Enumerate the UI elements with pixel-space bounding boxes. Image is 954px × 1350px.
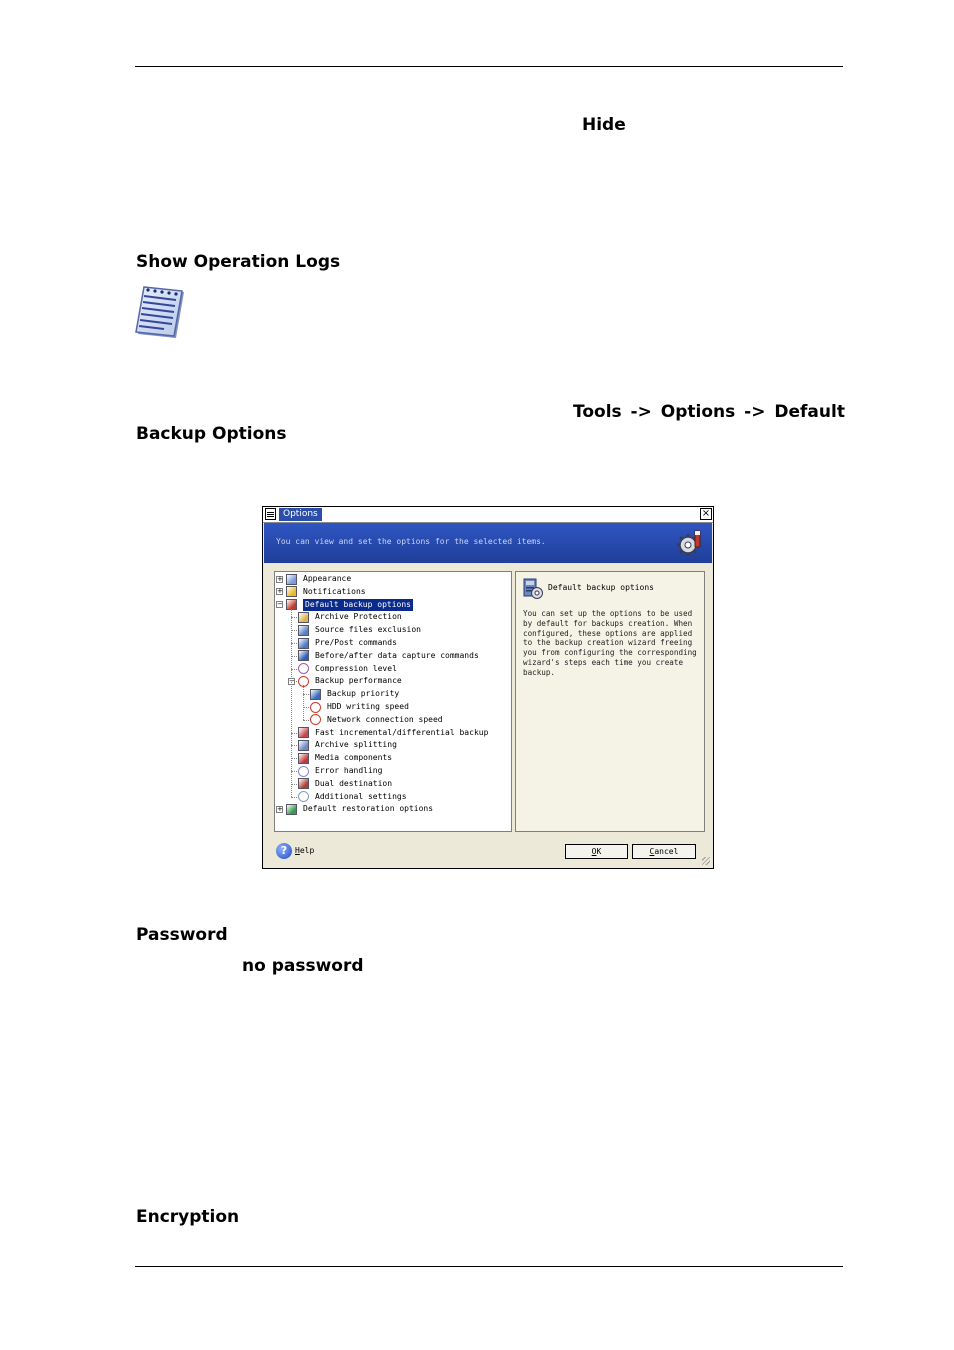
tree-item[interactable] xyxy=(298,739,397,751)
tree-item[interactable] xyxy=(310,688,399,700)
ok-label-rest: K xyxy=(596,847,602,856)
priority-icon xyxy=(310,689,321,700)
tree-connector xyxy=(291,797,297,798)
compression-icon xyxy=(298,663,309,674)
tree-item-label: HDD writing speed xyxy=(327,702,409,711)
tree-connector xyxy=(303,685,304,719)
resize-grip[interactable] xyxy=(702,857,710,865)
options-tree xyxy=(274,571,512,832)
ok-button[interactable] xyxy=(565,844,628,859)
no-password-label: no password xyxy=(242,956,364,976)
lock-icon xyxy=(298,612,309,623)
error-icon xyxy=(298,766,309,777)
tree-item[interactable] xyxy=(298,624,421,636)
fast-backup-icon xyxy=(298,727,309,738)
tree-item[interactable] xyxy=(298,752,392,764)
window-icon xyxy=(298,638,309,649)
tree-item-label: Appearance xyxy=(303,574,352,583)
cancel-label-rest: ancel xyxy=(654,847,679,856)
menu-path-line2: Backup Options xyxy=(136,424,287,444)
help-link[interactable] xyxy=(295,846,314,856)
dialog-titlebar xyxy=(263,507,713,523)
tree-item-label: Fast incremental/differential backup xyxy=(315,727,489,737)
appearance-icon xyxy=(286,574,297,585)
media-icon xyxy=(298,753,309,764)
tree-item[interactable] xyxy=(286,573,351,585)
tree-item-label: Before/after data capture commands xyxy=(315,650,479,660)
tree-item-label: Default backup options xyxy=(305,599,411,609)
tree-connector xyxy=(291,609,292,797)
help-mnemonic: H xyxy=(295,846,300,855)
options-dialog xyxy=(262,506,714,869)
tree-item-label: Pre/Post commands xyxy=(315,638,397,647)
tree-item-label: Notifications xyxy=(303,586,366,596)
dialog-title: Options xyxy=(279,508,322,521)
tree-item[interactable] xyxy=(310,714,443,726)
tree-item[interactable] xyxy=(298,650,479,662)
heading-show-operation-logs: Show Operation Logs xyxy=(136,252,341,272)
system-menu-icon[interactable] xyxy=(265,508,276,520)
tree-item[interactable] xyxy=(298,727,488,739)
cancel-mnemonic: C xyxy=(649,847,655,856)
dual-destination-icon xyxy=(298,778,309,789)
tree-item-label: Archive splitting xyxy=(315,740,397,750)
ok-mnemonic: O xyxy=(591,847,597,856)
description-panel xyxy=(515,571,705,832)
banner-text: You can view and set the options for the selected items. xyxy=(276,537,546,546)
backup-options-icon xyxy=(522,578,544,600)
tree-item-label: Source files exclusion xyxy=(315,625,421,635)
restore-options-icon xyxy=(286,804,297,815)
tree-item-label: Dual destination xyxy=(315,778,393,788)
tree-item[interactable] xyxy=(310,701,409,713)
tree-connector xyxy=(303,720,309,721)
clock-icon xyxy=(310,714,321,725)
tree-item-label: Backup performance xyxy=(315,676,402,686)
tree-item[interactable] xyxy=(298,663,397,675)
tree-item-label: Compression level xyxy=(315,663,397,673)
tree-item-label: Additional settings xyxy=(315,791,407,801)
heading-password: Password xyxy=(136,925,228,945)
settings-icon xyxy=(298,791,309,802)
expand-icon[interactable]: + xyxy=(277,574,283,583)
tree-item[interactable] xyxy=(286,599,413,611)
tree-item[interactable] xyxy=(298,637,397,649)
tree-item-label: Archive Protection xyxy=(315,612,402,622)
heading-encryption: Encryption xyxy=(136,1207,240,1227)
expand-icon[interactable]: + xyxy=(277,804,283,813)
header-rule xyxy=(135,66,843,67)
tree-item-label: Network connection speed xyxy=(327,714,443,724)
cancel-button[interactable] xyxy=(632,844,696,859)
split-icon xyxy=(298,740,309,751)
tree-item-label: Default restoration options xyxy=(303,804,434,814)
tree-item-label: Error handling xyxy=(315,766,383,775)
notifications-icon xyxy=(286,586,297,597)
collapse-icon[interactable]: − xyxy=(277,600,283,609)
tree-item[interactable] xyxy=(298,791,407,803)
menu-path-line1: Tools -> Options -> Default xyxy=(573,402,845,422)
expand-icon[interactable]: + xyxy=(277,587,283,596)
filter-icon xyxy=(298,625,309,636)
hide-label: Hide xyxy=(582,115,626,135)
description-title: Default backup options xyxy=(548,583,654,592)
tree-item-label: Backup priority xyxy=(327,689,400,699)
tree-item[interactable] xyxy=(298,675,402,687)
help-icon[interactable]: ? xyxy=(276,843,292,859)
tree-item[interactable] xyxy=(286,803,433,815)
help-label-rest: elp xyxy=(299,846,315,855)
description-text: You can set up the options to be used by default for backups creation. When configured, these options are applied to the backup creation wizard freeing you from configuring the corresponding wizard's steps each time you create backup. xyxy=(523,609,697,677)
collapse-icon[interactable]: − xyxy=(289,676,295,685)
clock-icon xyxy=(310,702,321,713)
terminal-icon xyxy=(298,650,309,661)
footer-rule xyxy=(135,1266,843,1267)
tree-item[interactable] xyxy=(298,778,392,790)
dialog-banner xyxy=(264,523,712,563)
close-icon[interactable]: × xyxy=(701,508,711,519)
tree-item[interactable] xyxy=(298,765,382,777)
tree-item[interactable] xyxy=(298,611,402,623)
notepad-icon xyxy=(134,286,186,340)
gear-icon xyxy=(676,529,704,557)
tree-item-label: Media components xyxy=(315,753,393,763)
tree-item[interactable] xyxy=(286,586,366,598)
